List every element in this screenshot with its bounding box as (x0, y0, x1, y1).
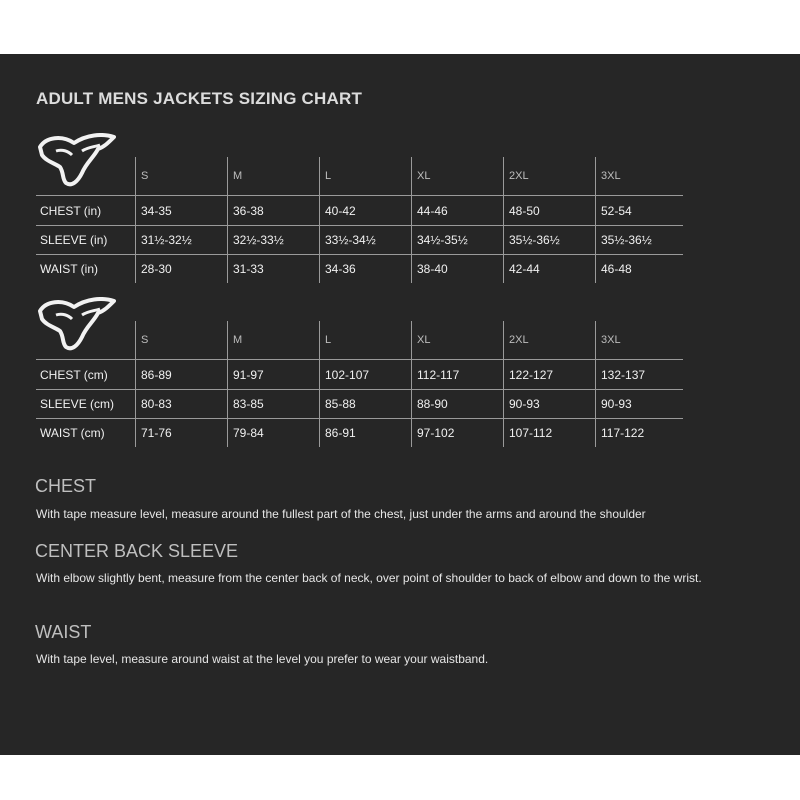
row-label: CHEST (cm) (36, 360, 136, 390)
table-cell: 71-76 (136, 419, 228, 448)
inch-size-table (36, 157, 683, 283)
size-header-2xl: 2XL (504, 321, 596, 360)
table-row-sleeve-in (36, 226, 683, 255)
section-heading-sleeve: CENTER BACK SLEEVE (35, 541, 239, 561)
table-cell: 52-54 (596, 196, 684, 226)
row-label: SLEEVE (cm) (36, 390, 136, 419)
header-blank-cell (36, 157, 136, 196)
table-cell: 97-102 (412, 419, 504, 448)
table-cell: 32½-33½ (228, 226, 320, 255)
table-row-chest-in (36, 196, 683, 226)
size-header-s: S (136, 321, 228, 360)
row-label: CHEST (in) (36, 196, 136, 226)
table-cell: 33½-34½ (320, 226, 412, 255)
size-header-3xl: 3XL (596, 157, 684, 196)
table-cell: 107-112 (504, 419, 596, 448)
table-cell: 28-30 (136, 255, 228, 284)
size-header-l: L (320, 321, 412, 360)
table-row-chest-cm (36, 360, 683, 390)
table-cell: 79-84 (228, 419, 320, 448)
table-row-waist-in (36, 255, 683, 284)
table-cell: 112-117 (412, 360, 504, 390)
size-header-s: S (136, 157, 228, 196)
size-header-row (36, 157, 683, 196)
table-cell: 40-42 (320, 196, 412, 226)
size-header-l: L (320, 157, 412, 196)
section-text-sleeve: With elbow slightly bent, measure from the center back of neck, over point of shoulder to back of elbow and down to the wrist. (36, 571, 702, 585)
table-cell: 88-90 (412, 390, 504, 419)
table-cell: 132-137 (596, 360, 684, 390)
sizing-chart-panel (0, 54, 800, 755)
table-cell: 102-107 (320, 360, 412, 390)
table-cell: 48-50 (504, 196, 596, 226)
row-label: WAIST (in) (40, 262, 99, 276)
size-header-3xl: 3XL (596, 321, 684, 360)
size-header-m: M (228, 321, 320, 360)
table-row-waist-cm (36, 419, 683, 448)
page-title: ADULT MENS JACKETS SIZING CHART (36, 89, 363, 108)
table-row-sleeve-cm (36, 390, 683, 419)
table-cell: 38-40 (412, 255, 504, 284)
table-cell: 31½-32½ (136, 226, 228, 255)
table-cell: 34-36 (320, 255, 412, 284)
section-text-chest: With tape measure level, measure around the fullest part of the chest, just under the arms and around the shoulder (36, 507, 646, 521)
row-label: SLEEVE (in) (36, 226, 136, 255)
table-cell: 31-33 (228, 255, 320, 284)
table-cell: 90-93 (504, 390, 596, 419)
section-heading-waist: WAIST (35, 622, 92, 642)
size-header-xl: XL (412, 157, 504, 196)
table-cell: 91-97 (228, 360, 320, 390)
table-cell: 83-85 (228, 390, 320, 419)
table-cell: 86-89 (136, 360, 228, 390)
table-cell: 80-83 (136, 390, 228, 419)
table-cell: 42-44 (504, 255, 596, 284)
table-cell: 34½-35½ (412, 226, 504, 255)
section-heading-chest: CHEST (35, 476, 97, 496)
table-cell: 117-122 (596, 419, 684, 448)
section-text-waist: With tape level, measure around waist at the level you prefer to wear your waistband. (36, 652, 489, 666)
table-cell: 122-127 (504, 360, 596, 390)
cm-size-table (36, 321, 683, 447)
size-header-row (36, 321, 683, 360)
table-cell: 90-93 (596, 390, 684, 419)
table-cell: 35½-36½ (504, 226, 596, 255)
table-cell: 36-38 (228, 196, 320, 226)
size-header-xl: XL (412, 321, 504, 360)
size-header-m: M (228, 157, 320, 196)
size-header-2xl: 2XL (504, 157, 596, 196)
table-cell: 86-91 (320, 419, 412, 448)
table-cell: 34-35 (136, 196, 228, 226)
row-label: WAIST (cm) (40, 426, 105, 440)
table-cell: 44-46 (412, 196, 504, 226)
table-cell: 85-88 (320, 390, 412, 419)
table-cell: 46-48 (596, 255, 684, 284)
header-blank-cell (36, 321, 136, 360)
table-cell: 35½-36½ (596, 226, 684, 255)
